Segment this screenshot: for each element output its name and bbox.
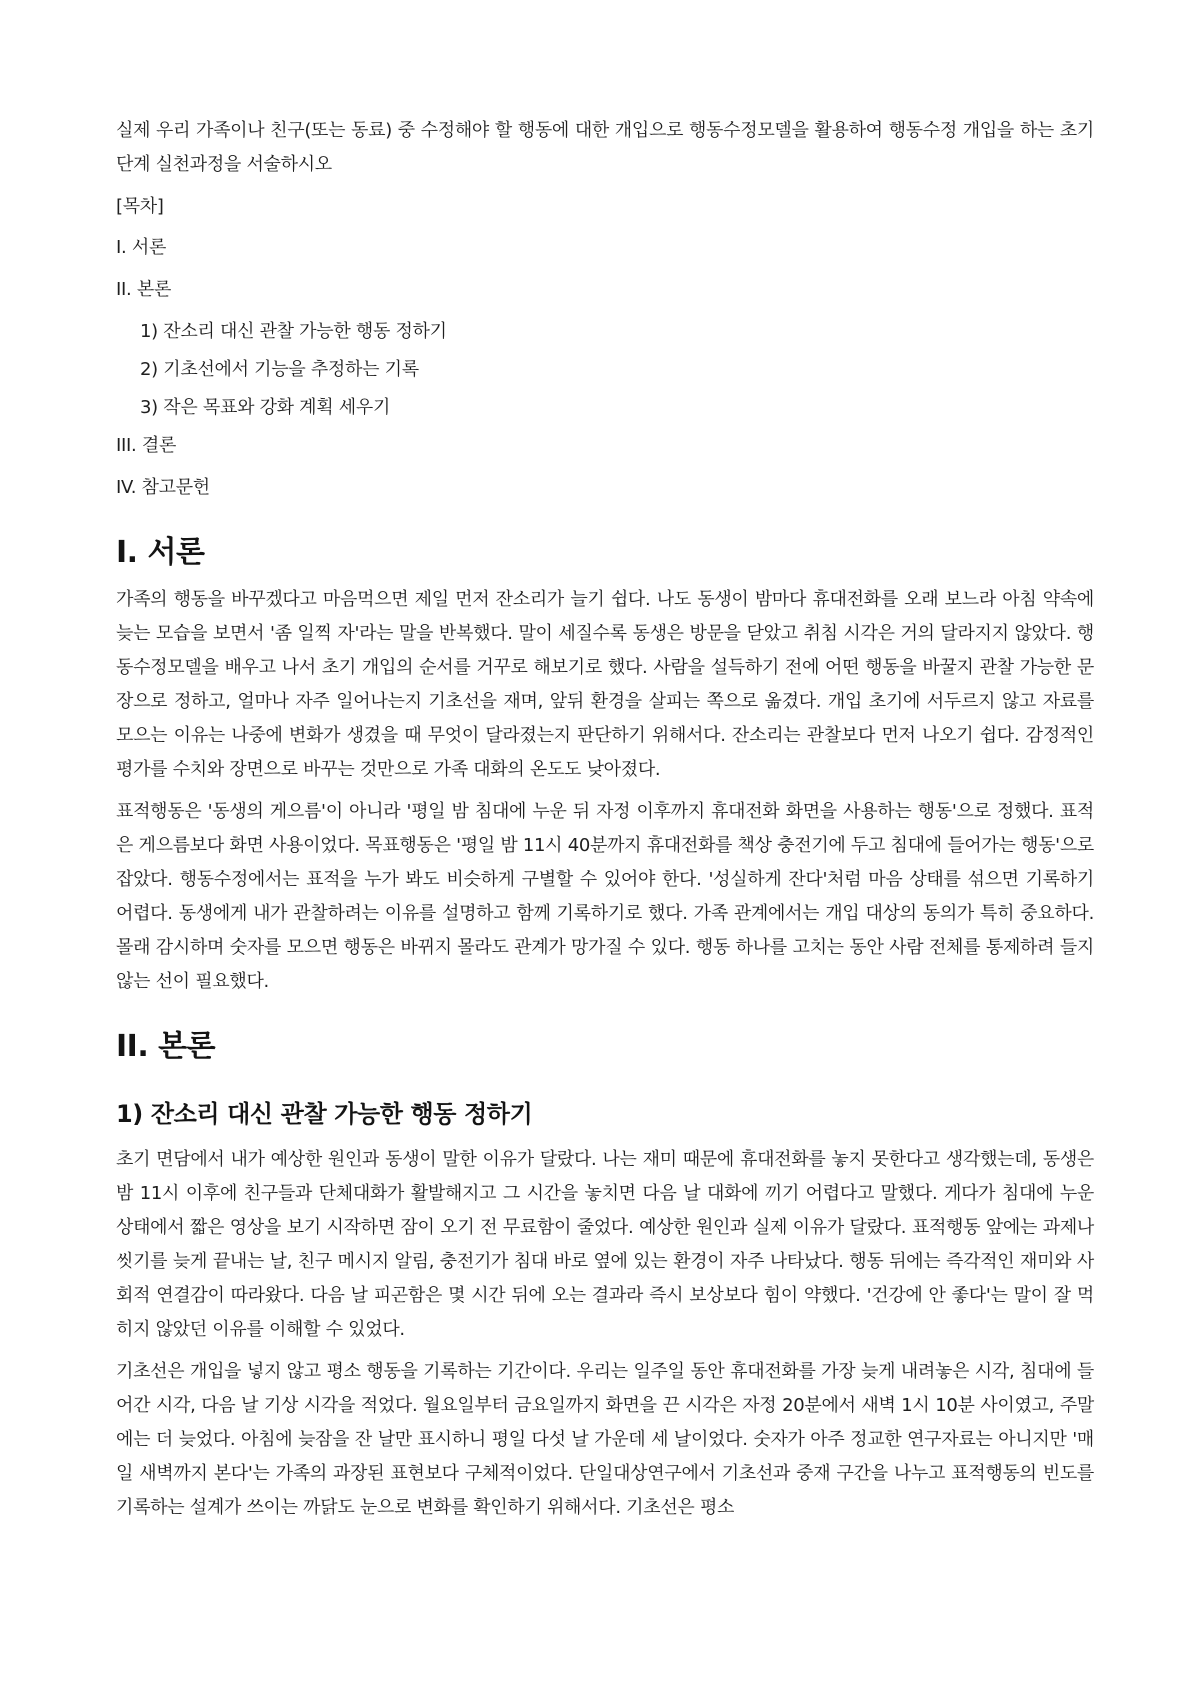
- table-of-contents: [116, 190, 1094, 505]
- subsection-heading-1: 1) 잔소리 대신 관찰 가능한 행동 정하기: [116, 1100, 533, 1128]
- toc-item-references: IV. 참고문헌: [116, 477, 210, 498]
- section-heading-introduction: I. 서론: [116, 535, 205, 570]
- section-heading-body: II. 본론: [116, 1029, 216, 1064]
- toc-item-body: II. 본론: [116, 279, 172, 300]
- paragraph: 표적행동은 '동생의 게으름'이 아니라 '평일 밤 침대에 누운 뒤 자정 이후까지 휴대전화 화면을 사용하는 행동'으로 정했다. 표적은 게으름보다 화면 사용이었다. 목표행동은 '평일 밤 11시 40분까지 휴대전화를 책상 충전기에 두고 침대에 들어가는 행동'으로 잡았다. 행동수정에서는 표적을 누가 봐도 비슷하게 구별할 수 있어야 한다. '성실하게 잔다'처럼 마음 상태를 섞으면 기록하기 어렵다. 동생에게 내가 관찰하려는 이유를 설명하고 함께 기록하기로 했다. 가족 관계에서는 개입 대상의 동의가 특히 중요하다. 몰래 감시하며 숫자를 모으면 행동은 바뀌지 몰라도 관계가 망가질 수 있다. 행동 하나를 고치는 동안 사람 전체를 통제하려 들지 않는 선이 필요했다.: [116, 801, 1094, 992]
- paragraph: 기초선은 개입을 넣지 않고 평소 행동을 기록하는 기간이다. 우리는 일주일 동안 휴대전화를 가장 늦게 내려놓은 시각, 침대에 들어간 시각, 다음 날 기상 시각을 적었다. 월요일부터 금요일까지 화면을 끈 시각은 자정 20분에서 새벽 1시 10분 사이였고, 주말에는 더 늦었다. 아침에 늦잠을 잔 날만 표시하니 평일 다섯 날 가운데 세 날이었다. 숫자가 아주 정교한 연구자료는 아니지만 '매일 새벽까지 본다'는 가족의 과장된 표현보다 구체적이었다. 단일대상연구에서 기초선과 중재 구간을 나누고 표적행동의 빈도를 기록하는 설계가 쓰이는 까닭도 눈으로 변화를 확인하기 위해서다. 기초선은 평소: [116, 1361, 1094, 1518]
- paragraph: 가족의 행동을 바꾸겠다고 마음먹으면 제일 먼저 잔소리가 늘기 쉽다. 나도 동생이 밤마다 휴대전화를 오래 보느라 아침 약속에 늦는 모습을 보면서 '좀 일찍 자'라는 말을 반복했다. 말이 세질수록 동생은 방문을 닫았고 취침 시각은 거의 달라지지 않았다. 행동수정모델을 배우고 나서 초기 개입의 순서를 거꾸로 해보기로 했다. 사람을 설득하기 전에 어떤 행동을 바꿀지 관찰 가능한 문장으로 정하고, 얼마나 자주 일어나는지 기초선을 재며, 앞뒤 환경을 살피는 쪽으로 옮겼다. 개입 초기에 서두르지 않고 자료를 모으는 이유는 나중에 변화가 생겼을 때 무엇이 달라졌는지 판단하기 위해서다. 잔소리는 관찰보다 먼저 나오기 쉽다. 감정적인 평가를 수치와 장면으로 바꾸는 것만으로 가족 대화의 온도도 낮아졌다.: [116, 589, 1094, 780]
- toc-item-introduction: I. 서론: [116, 237, 167, 258]
- toc-subitem-3: 3) 작은 목표와 강화 계획 세우기: [140, 397, 391, 418]
- paragraph: 초기 면담에서 내가 예상한 원인과 동생이 말한 이유가 달랐다. 나는 재미 때문에 휴대전화를 놓지 못한다고 생각했는데, 동생은 밤 11시 이후에 친구들과 단체대화가 활발해지고 그 시간을 놓치면 다음 날 대화에 끼기 어렵다고 말했다. 게다가 침대에 누운 상태에서 짧은 영상을 보기 시작하면 잠이 오기 전 무료함이 줄었다. 예상한 원인과 실제 이유가 달랐다. 표적행동 앞에는 과제나 씻기를 늦게 끝내는 날, 친구 메시지 알림, 충전기가 침대 바로 옆에 있는 환경이 자주 나타났다. 행동 뒤에는 즉각적인 재미와 사회적 연결감이 따라왔다. 다음 날 피곤함은 몇 시간 뒤에 오는 결과라 즉시 보상보다 힘이 약했다. '건강에 안 좋다'는 말이 잘 먹히지 않았던 이유를 이해할 수 있었다.: [116, 1149, 1094, 1340]
- toc-subitem-2: 2) 기초선에서 기능을 추정하는 기록: [140, 359, 419, 380]
- toc-item-conclusion: III. 결론: [116, 435, 177, 456]
- assignment-prompt: 실제 우리 가족이나 친구(또는 동료) 중 수정해야 할 행동에 대한 개입으로 행동수정모델을 활용하여 행동수정 개입을 하는 초기단계 실천과정을 서술하시오: [116, 120, 1094, 175]
- toc-subitem-1: 1) 잔소리 대신 관찰 가능한 행동 정하기: [140, 321, 447, 342]
- toc-title: [목차]: [116, 196, 164, 217]
